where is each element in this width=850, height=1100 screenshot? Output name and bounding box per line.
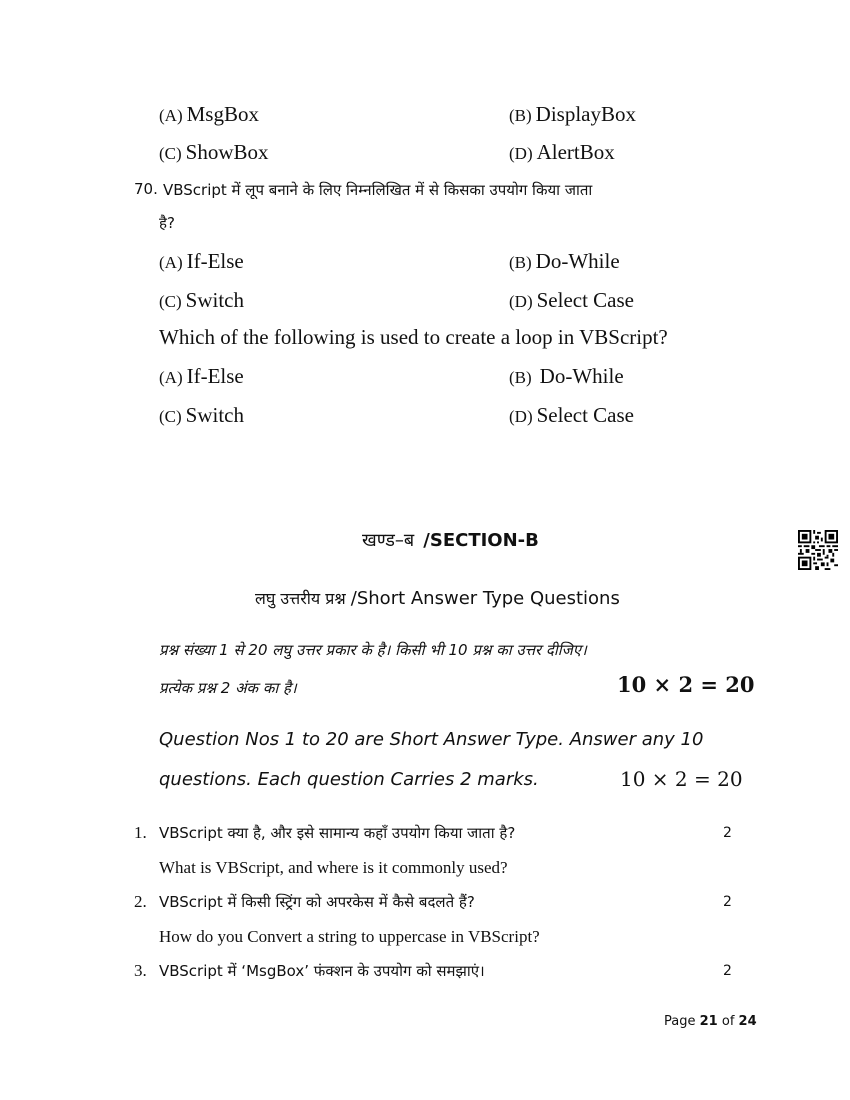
option-letter: (B)	[509, 368, 532, 387]
option-text: Do-While	[539, 364, 624, 388]
option-text: Select Case	[536, 403, 634, 427]
q1-hindi: VBScript क्या है, और इसे सामान्य कहाँ उपयोग किया जाता है?	[159, 824, 516, 842]
option-text: MsgBox	[186, 102, 259, 126]
q2-marks: 2	[723, 894, 732, 910]
q3-marks: 2	[723, 963, 732, 979]
marks-formula: 10 × 2 = 20	[617, 672, 755, 697]
marks-formula-2: 10 × 2 = 20	[620, 767, 743, 791]
option-text: Select Case	[536, 288, 634, 312]
q69-option-c	[159, 140, 269, 165]
option-text: Do-While	[535, 249, 620, 273]
option-letter: (D)	[509, 407, 533, 426]
option-letter: (B)	[509, 106, 532, 125]
q2-english: How do you Convert a string to uppercase in VBScript?	[159, 927, 540, 946]
option-text: DisplayBox	[535, 102, 637, 126]
section-title	[362, 528, 539, 552]
qr-code-icon	[798, 530, 838, 570]
q69-option-b	[509, 102, 636, 127]
q1-english: What is VBScript, and where is it commonly used?	[159, 858, 508, 877]
q3-hindi: VBScript में ‘MsgBox’ फंक्शन के उपयोग को समझाएं।	[159, 962, 485, 980]
section-subtitle	[255, 587, 620, 609]
option-text: Switch	[185, 403, 245, 427]
instructions-english-line1: Question Nos 1 to 20 are Short Answer Type. Answer any 10	[159, 729, 704, 750]
q69-option-a	[159, 102, 259, 127]
option-letter: (A)	[159, 106, 183, 125]
q70-hindi-option-a	[159, 249, 244, 274]
option-letter: (C)	[159, 144, 182, 163]
instructions-hindi-line1: प्रश्न संख्या 1 से 20 लघु उत्तर प्रकार के है। किसी भी 10 प्रश्न का उत्तर दीजिए।	[159, 641, 587, 659]
page-total: 24	[738, 1014, 757, 1029]
q2-hindi: VBScript में किसी स्ट्रिंग को अपरकेस में कैसे बदलते हैं?	[159, 893, 475, 911]
option-text: If-Else	[186, 364, 244, 388]
option-letter: (A)	[159, 368, 183, 387]
q1-marks: 2	[723, 825, 732, 841]
option-letter: (A)	[159, 253, 183, 272]
q70-hindi-line2: है?	[159, 214, 175, 232]
option-letter: (C)	[159, 407, 182, 426]
q70-english-question: Which of the following is used to create a loop in VBScript?	[159, 325, 668, 349]
page-footer	[664, 1014, 757, 1029]
q70-number: 70.	[134, 180, 158, 198]
option-text: AlertBox	[536, 140, 615, 164]
option-text: If-Else	[186, 249, 244, 273]
q70-hindi-option-b	[509, 249, 620, 274]
q70-hindi-line1: VBScript में लूप बनाने के लिए निम्नलिखित में से किसका उपयोग किया जाता	[163, 181, 593, 199]
q70-hindi-option-c	[159, 288, 244, 313]
q70-english-option-a	[159, 364, 244, 389]
instructions-english-line2: questions. Each question Carries 2 marks.	[159, 769, 539, 790]
section-title-hindi: खण्ड–ब	[362, 530, 415, 551]
instructions-hindi-line2: प्रत्येक प्रश्न 2 अंक का है।	[159, 679, 297, 697]
section-title-english: /SECTION-B	[423, 530, 539, 551]
page-current: 21	[699, 1014, 718, 1029]
option-text: Switch	[185, 288, 245, 312]
subtitle-english: /Short Answer Type Questions	[350, 588, 620, 609]
q69-option-d	[509, 140, 615, 165]
q70-english-option-b	[509, 364, 624, 389]
q70-english-option-c	[159, 403, 244, 428]
page-of: of	[721, 1014, 735, 1029]
option-text: ShowBox	[185, 140, 269, 164]
option-letter: (B)	[509, 253, 532, 272]
page-label: Page	[664, 1014, 696, 1029]
q2-number: 2.	[134, 892, 147, 911]
q70-english-option-d	[509, 403, 634, 428]
q3-number: 3.	[134, 961, 147, 980]
option-letter: (D)	[509, 144, 533, 163]
q70-hindi-option-d	[509, 288, 634, 313]
q1-number: 1.	[134, 823, 147, 842]
option-letter: (C)	[159, 292, 182, 311]
option-letter: (D)	[509, 292, 533, 311]
subtitle-hindi: लघु उत्तरीय प्रश्न	[255, 589, 346, 608]
